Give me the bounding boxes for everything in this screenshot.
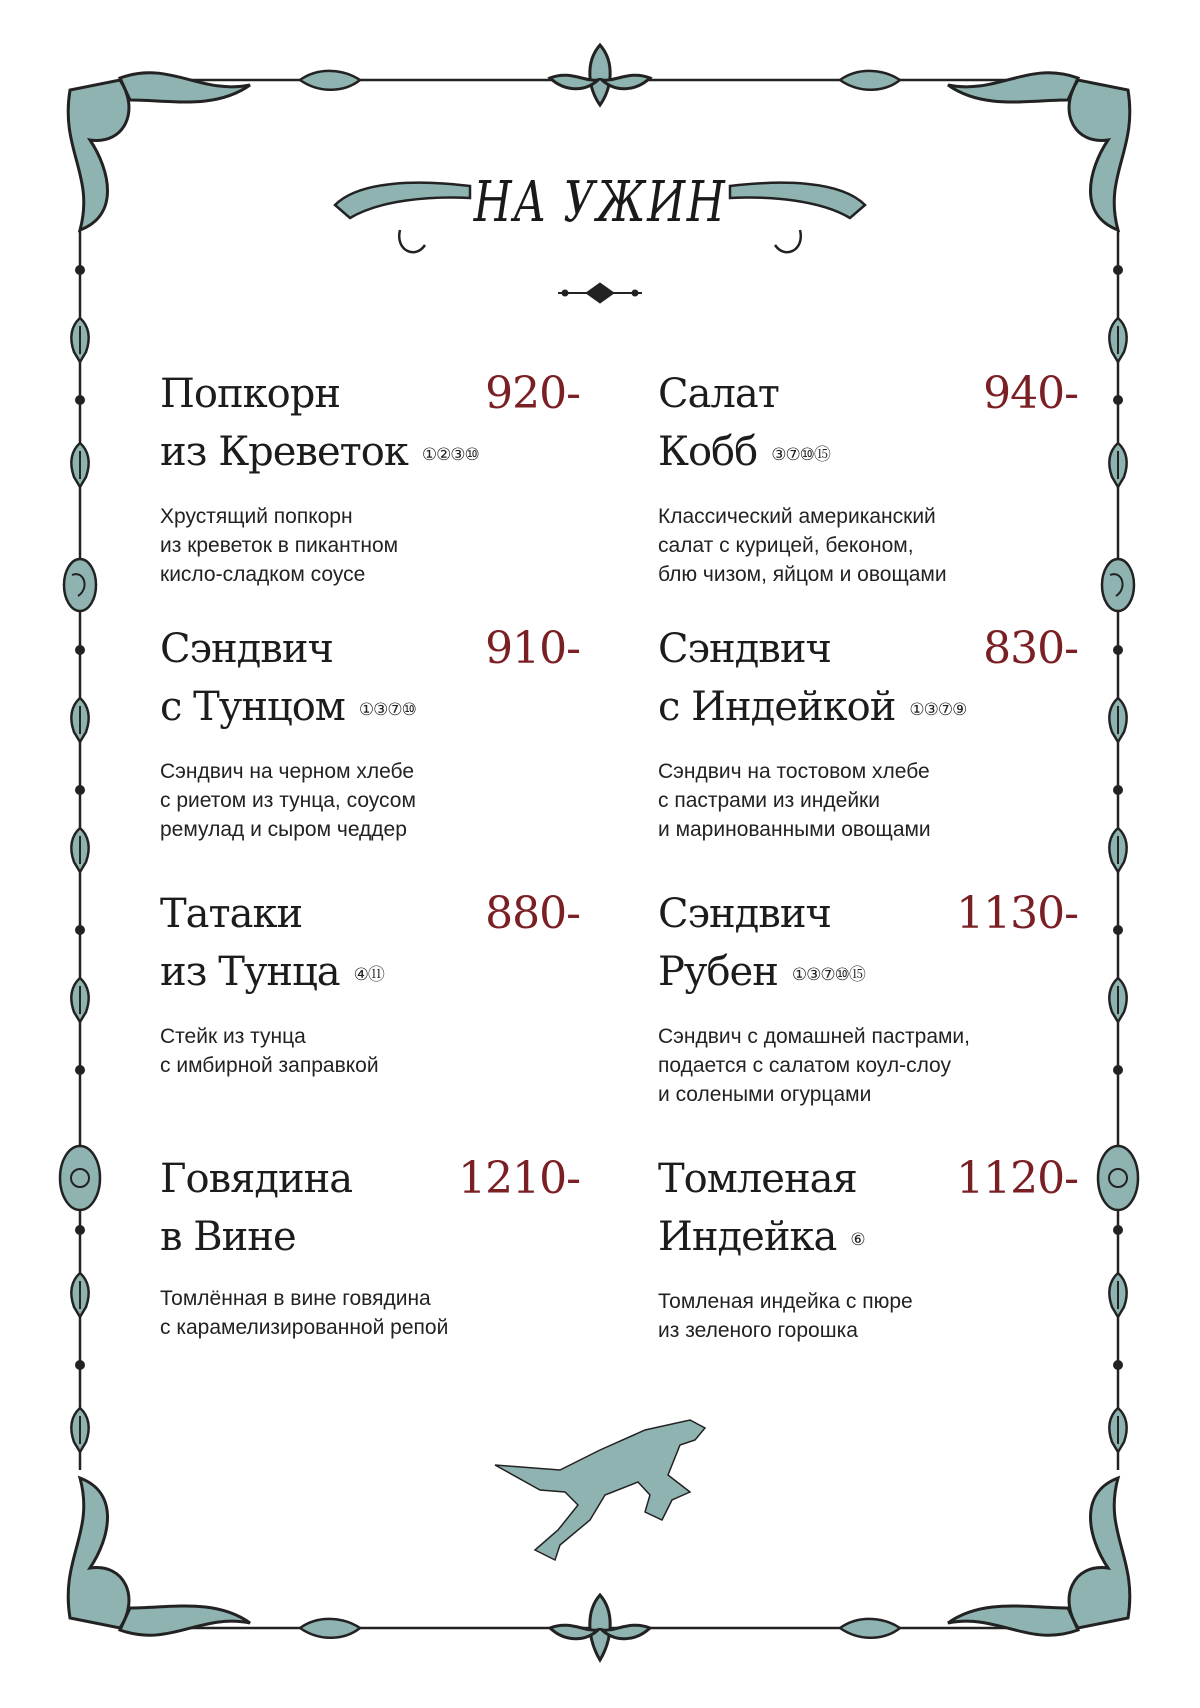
dish-name-line: Рубен ①③⑦⑩⑮ (658, 949, 865, 995)
menu-item (658, 365, 1078, 589)
description-line: подается с салатом коул-слоу (658, 1054, 951, 1077)
menu-item (658, 885, 1078, 1109)
dish-price: 830- (983, 623, 1078, 674)
description-line: и маринованными овощами (658, 818, 931, 841)
description-line: Сэндвич с домашней пастрами, (658, 1025, 970, 1048)
dish-name-line: в Вине (160, 1214, 296, 1260)
corner-bottom-left (68, 1478, 250, 1635)
description-line: Стейк из тунца (160, 1025, 306, 1048)
menu-item (160, 365, 580, 589)
dish-description (658, 1022, 1078, 1109)
allergen-codes: ③⑦⑩⑮ (771, 445, 830, 465)
allergen-codes: ①③⑦⑨ (909, 700, 967, 720)
title-block (0, 150, 1200, 270)
dish-description (658, 757, 1078, 844)
diamond-divider (558, 283, 642, 303)
dish-name-line: Сэндвич (658, 891, 831, 937)
description-line: кисло-сладком соусе (160, 563, 366, 586)
left-medallion-upper (64, 559, 96, 611)
dish-description (160, 1284, 580, 1342)
allergen-codes: ⑥ (850, 1230, 865, 1250)
dish-name-line: с Тунцом ①③⑦⑩ (160, 684, 416, 730)
description-line: салат с курицей, беконом, (658, 534, 914, 557)
description-line: с пастрами из индейки (658, 789, 880, 812)
dish-price: 920- (485, 368, 580, 419)
dish-name-line: Попкорн (160, 371, 340, 417)
dish-name-line: Томленая (658, 1156, 857, 1202)
menu-item (658, 1150, 1078, 1345)
dish-price: 1120- (956, 1153, 1078, 1204)
dish-name-line: Сэндвич (658, 626, 831, 672)
menu-item (160, 885, 580, 1080)
dish-price: 1130- (956, 888, 1078, 939)
top-center-ornament (550, 45, 650, 105)
dish-price: 880- (485, 888, 580, 939)
dish-name-line: Говядина (160, 1156, 353, 1202)
description-line: Томленая индейка с пюре (658, 1290, 913, 1313)
description-line: Сэндвич на тостовом хлебе (658, 760, 930, 783)
menu-item (160, 1150, 580, 1342)
description-line: с карамелизированной репой (160, 1316, 449, 1339)
dish-name-line: Кобб ③⑦⑩⑮ (658, 429, 830, 475)
page-title: НА УЖИН (473, 170, 727, 235)
description-line: блю чизом, яйцом и овощами (658, 563, 947, 586)
dish-price: 1210- (458, 1153, 580, 1204)
allergen-codes: ①③⑦⑩⑮ (791, 965, 865, 985)
description-line: с риетом из тунца, соусом (160, 789, 416, 812)
corner-bottom-right (948, 1478, 1130, 1635)
description-line: Сэндвич на черном хлебе (160, 760, 415, 783)
dish-name-line: из Тунца ④⑪ (160, 949, 384, 995)
allergen-codes: ④⑪ (353, 965, 384, 985)
dish-description (658, 502, 1078, 589)
dish-name-line: Сэндвич (160, 626, 333, 672)
right-medallion-lower (1098, 1146, 1138, 1210)
horse-logo (495, 1420, 705, 1560)
description-line: с имбирной заправкой (160, 1054, 379, 1077)
right-medallion-upper (1102, 559, 1134, 611)
dish-description (658, 1287, 1078, 1345)
bottom-center-ornament (550, 1595, 650, 1660)
description-line: и солеными огурцами (658, 1083, 872, 1106)
dish-name-line: Салат (658, 371, 779, 417)
description-line: Томлённая в вине говядина (160, 1287, 431, 1310)
description-line: Классический американский (658, 505, 936, 528)
dish-name-line: с Индейкой ①③⑦⑨ (658, 684, 967, 730)
description-line: из креветок в пикантном (160, 534, 399, 557)
dish-name-line: Индейка ⑥ (658, 1214, 865, 1260)
dish-name-line: из Креветок ①②③⑩ (160, 429, 479, 475)
description-line: Хрустящий попкорн (160, 505, 353, 528)
dish-description (160, 502, 580, 589)
allergen-codes: ①②③⑩ (421, 445, 479, 465)
dish-description (160, 1022, 580, 1080)
description-line: ремулад и сыром чеддер (160, 818, 407, 841)
dish-price: 910- (485, 623, 580, 674)
left-medallion-lower (60, 1146, 100, 1210)
dish-description (160, 757, 580, 844)
dish-price: 940- (983, 368, 1078, 419)
description-line: из зеленого горошка (658, 1319, 858, 1342)
dish-name-line: Татаки (160, 891, 303, 937)
menu-item (160, 620, 580, 844)
allergen-codes: ①③⑦⑩ (358, 700, 416, 720)
menu-item (658, 620, 1078, 844)
